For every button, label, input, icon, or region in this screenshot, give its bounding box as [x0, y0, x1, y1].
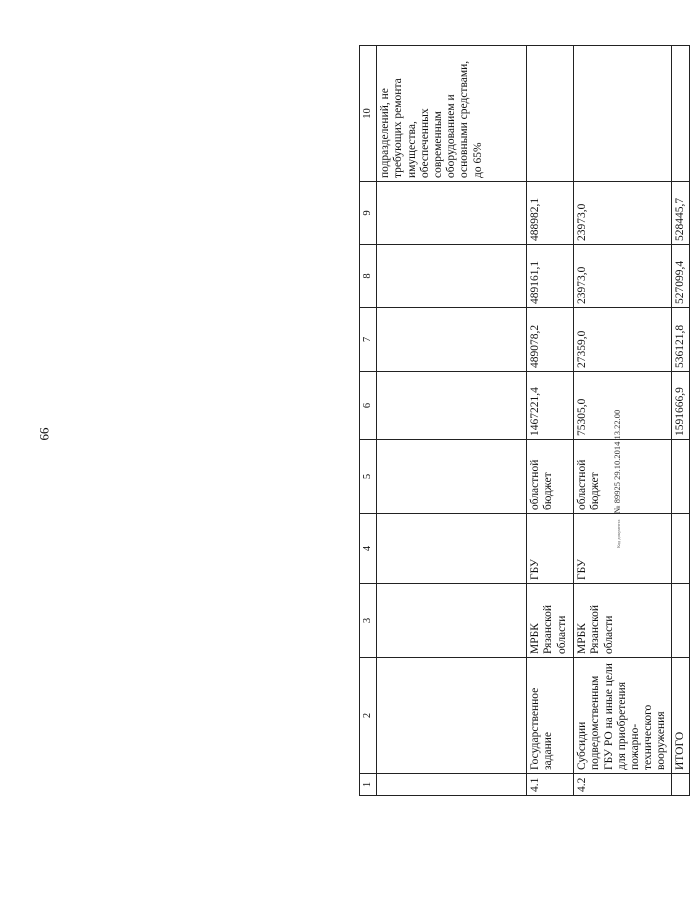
- cell-year1: [377, 308, 527, 372]
- cell-year1: 489078,2: [527, 308, 574, 372]
- stamp-text: № 89925 29.10.2014 13.22.00: [612, 409, 622, 514]
- cell-name: Государственное задание: [527, 658, 574, 774]
- cell-total: 1467221,4: [527, 372, 574, 440]
- cell-result: [671, 46, 689, 182]
- cell-source: областной бюджет: [574, 440, 672, 514]
- cell-executor: МРБК Рязанской области: [574, 584, 672, 658]
- cell-source: областной бюджет: [527, 440, 574, 514]
- table-row: [527, 46, 574, 796]
- total-row: [671, 46, 689, 796]
- cell-result: подразделений, не требующих ремонта имущества, обеспеченных современным оборудованием и основными средствами, до 65%: [377, 46, 527, 182]
- col-header: 7: [360, 308, 377, 372]
- col-header: 4: [360, 514, 377, 584]
- stamp-code-label: Код документа: [616, 519, 621, 548]
- budget-table: [359, 45, 690, 796]
- col-header: 3: [360, 584, 377, 658]
- cell-recipient: [377, 514, 527, 584]
- cell-recipient: ГБУ: [574, 514, 672, 584]
- cell-recipient: [671, 514, 689, 584]
- cell-name: [377, 658, 527, 774]
- col-header: 2: [360, 658, 377, 774]
- header-row: [360, 46, 377, 796]
- col-header: 9: [360, 182, 377, 245]
- cell-source: [671, 440, 689, 514]
- cell-year2: [377, 245, 527, 308]
- cell-year1: 27359,0: [574, 308, 672, 372]
- col-header: 10: [360, 46, 377, 182]
- cell-num: [671, 774, 689, 796]
- cell-recipient: ГБУ: [527, 514, 574, 584]
- col-header: 5: [360, 440, 377, 514]
- col-header: 8: [360, 245, 377, 308]
- cell-total: [377, 372, 527, 440]
- col-header: 1: [360, 774, 377, 796]
- cell-year2: 23973,0: [574, 245, 672, 308]
- cell-result: [527, 46, 574, 182]
- table-row: [377, 46, 527, 796]
- cell-source: [377, 440, 527, 514]
- cell-year3: [377, 182, 527, 245]
- col-header: 6: [360, 372, 377, 440]
- cell-year3: 488982,1: [527, 182, 574, 245]
- cell-name: Субсидии подведомственным ГБУ РО на иные цели для приобретения пожарно-технического вооружения: [574, 658, 672, 774]
- cell-executor: МРБК Рязанской области: [527, 584, 574, 658]
- document-stamp: [612, 410, 622, 548]
- total-sum: 1591666,9: [671, 372, 689, 440]
- cell-result: [574, 46, 672, 182]
- cell-num: [377, 774, 527, 796]
- total-year2: 527099,4: [671, 245, 689, 308]
- table-row: [574, 46, 672, 796]
- cell-year2: 489161,1: [527, 245, 574, 308]
- cell-executor: [377, 584, 527, 658]
- cell-year3: 23973,0: [574, 182, 672, 245]
- cell-num: 4.2: [574, 774, 672, 796]
- cell-executor: [671, 584, 689, 658]
- total-label: ИТОГО: [671, 658, 689, 774]
- total-year1: 536121,8: [671, 308, 689, 372]
- cell-total: 75305,0: [574, 372, 672, 440]
- page-number: 99: [37, 427, 52, 441]
- total-year3: 528445,7: [671, 182, 689, 245]
- cell-num: 4.1: [527, 774, 574, 796]
